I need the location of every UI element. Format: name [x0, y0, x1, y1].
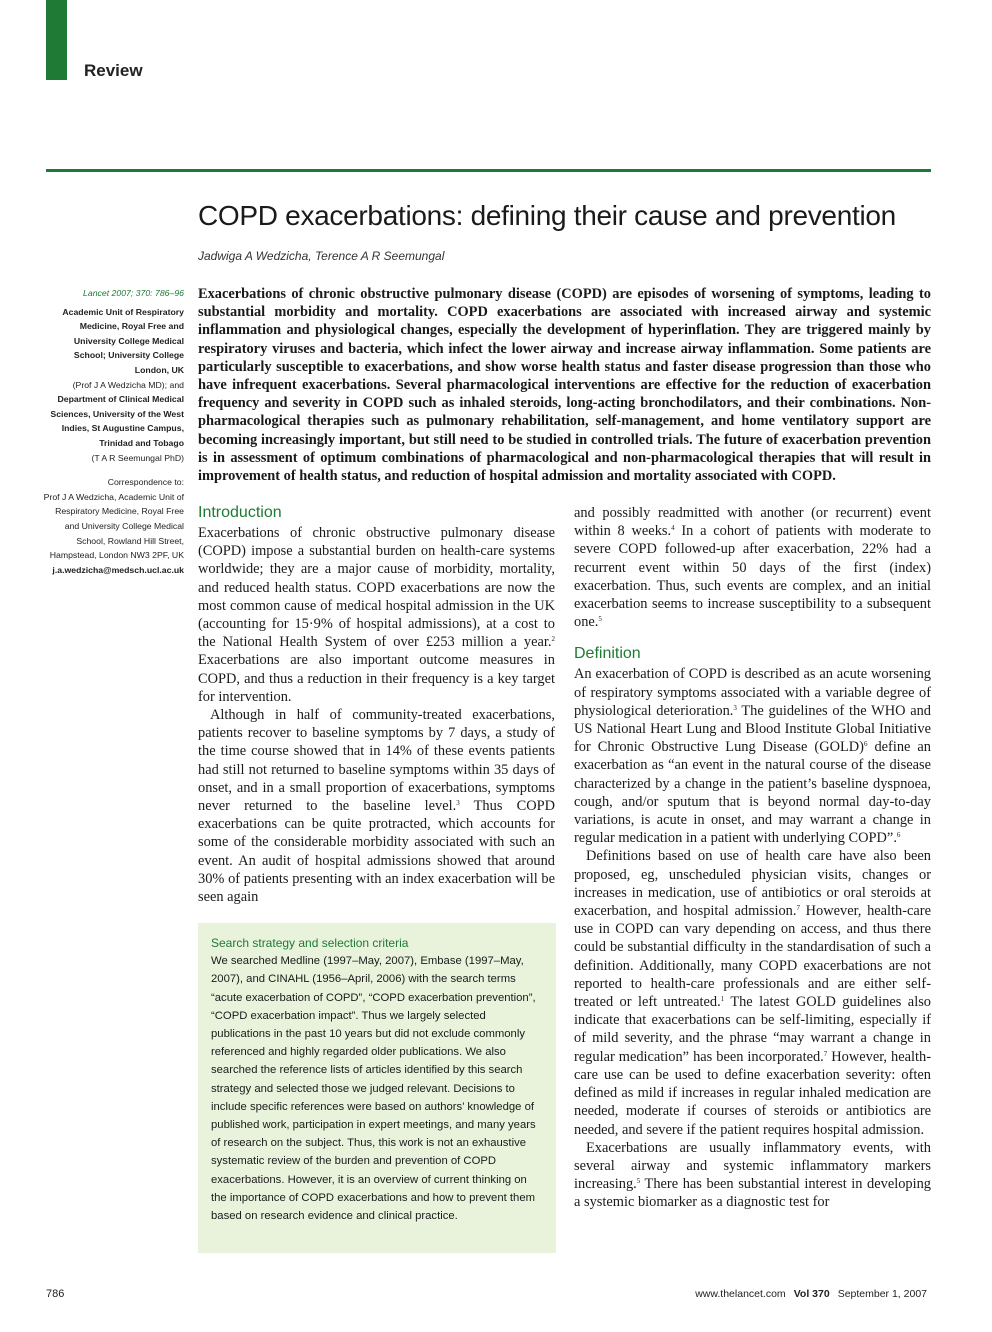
- definition-heading: Definition: [574, 645, 641, 663]
- correspondence-address: Prof J A Wedzicha, Academic Unit of Respiratory Medicine, Royal Free and University College Medical School, Rowland Hill Street, Hampstead, London NW3 2PF, UK: [43, 491, 184, 561]
- reference-marker[interactable]: 4: [671, 524, 675, 533]
- affiliation-2-text: Department of Clinical Medical Sciences, University of the West Indies, St Augustine Campus, Trinidad and Tobago: [50, 394, 184, 448]
- sidebar-notes: [40, 286, 184, 587]
- continued-paragraph: and possibly readmitted with another (or recurrent) event within 8 weeks.$^4$ In a cohort of patients with moderate to severe COPD followed-up after exacerbation, 22% had a recurrent event within 50 days of the first (index) exacerbation. Thus, such events are complex, and an initial exacerbation seems to increase susceptibility to a subsequent one.$^5$: [574, 505, 931, 631]
- reference-marker[interactable]: 1: [720, 995, 725, 1004]
- affiliation-1-person: (Prof J A Wedzicha MD); and: [72, 379, 184, 390]
- section-accent-bar: [46, 0, 67, 80]
- reference-marker[interactable]: 3: [456, 799, 460, 808]
- affiliation-2-person: (T A R Seemungal PhD): [91, 452, 184, 463]
- definition-paragraph-2: Definitions based on use of health care have also been proposed, eg, unscheduled physician visits, changes or increases in medication, use of antibiotics or oral steroids at exacerbation, and hospital admission.$^7$ However, health-care use in COPD can vary depending on access, and thus there could be substantial difficulty in the standardisation of such a definition. Additionally, many COPD exacerbations are not reported to health-care professionals and are either self-treated or left untreated.$^1$ The latest GOLD guidelines also indicate that exacerbations can be self-limiting, especially if of mild severity, and the phrase “may warrant a change in regular medication” has been incorporated.$^7$ However, health-care use can be used to define exacerbation severity: often defined as mild if increases in regular inhaled medication are needed, moderate if courses of steroids or antibiotics are needed, and severe if the patient requires hospital admission.: [574, 848, 931, 1138]
- page-number: 786: [46, 1288, 65, 1300]
- correspondence: [40, 475, 184, 577]
- reference-marker[interactable]: 6: [863, 740, 868, 749]
- search-strategy-body: We searched Medline (1997–May, 2007), Embase (1997–May, 2007), and CINAHL (1956–April, 2006) with the search terms “acute exacerbation of COPD”, “COPD exacerbation prevention”, “COPD exacerbation impact”. Thus we largely selected publications in the past 10 years but did not exclude commonly referenced and highly regarded older publications. We also searched the reference lists of articles identified by this search strategy and selected those we judged relevant. Decisions to include specific references were based on authors’ knowledge of published work, participation in expert meetings, and many years of research on the subject. Thus, this work is not an exhaustive systematic review of the burden and prevention of COPD exacerbations. However, it is an overview of current thinking on the importance of COPD exacerbations and how to prevent them based on research evidence and clinical practice.: [211, 955, 536, 1223]
- reference-marker[interactable]: 6: [896, 831, 901, 840]
- reference-marker[interactable]: 5: [636, 1177, 641, 1186]
- journal-url[interactable]: www.thelancet.com: [695, 1288, 786, 1300]
- affiliation-1: [40, 305, 184, 466]
- footer: [687, 1288, 927, 1300]
- definition-paragraph-1: An exacerbation of COPD is described as an acute worsening of respiratory symptoms associated with a variable degree of physiological deterioration.$^3$ The guidelines of the WHO and US National Heart Lung and Blood Institute Global Initiative for Chronic Obstructive Lung Disease (GOLD)$^6$ define an exacerbation as “an event in the natural course of the disease characterized by a change in the patient’s baseline dyspnoea, cough, and/or sputum that is beyond normal day-to-day variations, is acute in onset, and may warrant a change in regular medication in a patient with underlying COPD”.$^6$: [574, 666, 932, 847]
- introduction-heading: Introduction: [198, 504, 282, 521]
- reference-marker[interactable]: 7: [823, 1049, 828, 1058]
- intro-paragraph-1: Exacerbations of chronic obstructive pulmonary disease (COPD) impose a substantial burden on health-care systems worldwide; they are a major cause of morbidity, mortality, and reduced health status. COPD exacerbations are now the most common cause of medical hospital admission in the UK (accounting for 15·9% of hospital admissions), at a cost to the National Health System of over £253 million a year.$^2$ Exacerbations are also important outcome measures in COPD, and thus a reduction in their frequency is a key target for intervention.: [198, 525, 555, 705]
- correspondence-email[interactable]: j.a.wedzicha@medsch.ucl.ac.uk: [52, 564, 184, 575]
- article-authors: Jadwiga A Wedzicha, Terence A R Seemungal: [198, 249, 445, 263]
- right-column: [574, 504, 931, 1212]
- definition-paragraph-3: Exacerbations are usually inflammatory events, with several airway and systemic inflammatory markers increasing.$^5$ There has been substantial interest in developing a systemic biomarker as a diagnostic test for: [574, 1139, 931, 1211]
- intro-paragraph-2: Although in half of community-treated exacerbations, patients recover to baseline symptoms by 7 days, a study of the time course showed that in 14% of these events patients had still not returned to baseline symptoms within 35 days of onset, and in a small proportion of exacerbations, symptoms never returned to the baseline level.$^3$ Thus COPD exacerbations can be quite protracted, which accounts for some of the considerable morbidity associated with such an event. An audit of hospital admissions showed that around 30% of patients presenting with an index exacerbation will be seen again: [198, 707, 555, 906]
- volume: Vol 370: [793, 1288, 830, 1300]
- citation: Lancet 2007; 370: 786–96: [83, 288, 184, 298]
- left-column: [198, 504, 555, 906]
- affiliation-1-text: Academic Unit of Respiratory Medicine, Royal Free and University College Medical School; University College London, UK: [62, 306, 184, 375]
- abstract: Exacerbations of chronic obstructive pulmonary disease (COPD) are episodes of worsening of symptoms, leading to substantial morbidity and mortality. COPD exacerbations are associated with increased airway and systemic inflammation and physiological changes, especially the development of hyperinflation. They are triggered mainly by respiratory viruses and bacteria, which infect the lower airway and increase airway inflammation. Some patients are particularly susceptible to exacerbations, and show worse health status and faster disease progression than those who have infrequent exacerbations. Several pharmacological interventions are effective for the reduction of exacerbation frequency and severity in COPD such as inhaled steroids, long-acting bronchodilators, and their combinations. Non-pharmacological therapies such as pulmonary rehabilitation, self-management, and home ventilatory support are becoming increasingly important, but still need to be studied in controlled trials. The future of exacerbation prevention is in assessment of optimum combinations of pharmacological and non-pharmacological therapies that will result in improvement of health status, and reduction of hospital admission and mortality associated with COPD.: [198, 286, 931, 485]
- section-label: Review: [84, 61, 143, 80]
- reference-marker[interactable]: 5: [598, 615, 602, 624]
- reference-marker[interactable]: 7: [796, 904, 800, 913]
- header-divider: [46, 169, 931, 172]
- search-strategy-title: Search strategy and selection criteria: [211, 936, 409, 950]
- reference-marker[interactable]: 3: [733, 703, 737, 712]
- search-strategy-box: [198, 923, 556, 1253]
- issue-date: September 1, 2007: [837, 1288, 927, 1300]
- reference-marker[interactable]: 2: [551, 635, 555, 644]
- article-title: COPD exacerbations: defining their cause and prevention: [198, 200, 896, 231]
- correspondence-label: Correspondence to:: [107, 477, 184, 488]
